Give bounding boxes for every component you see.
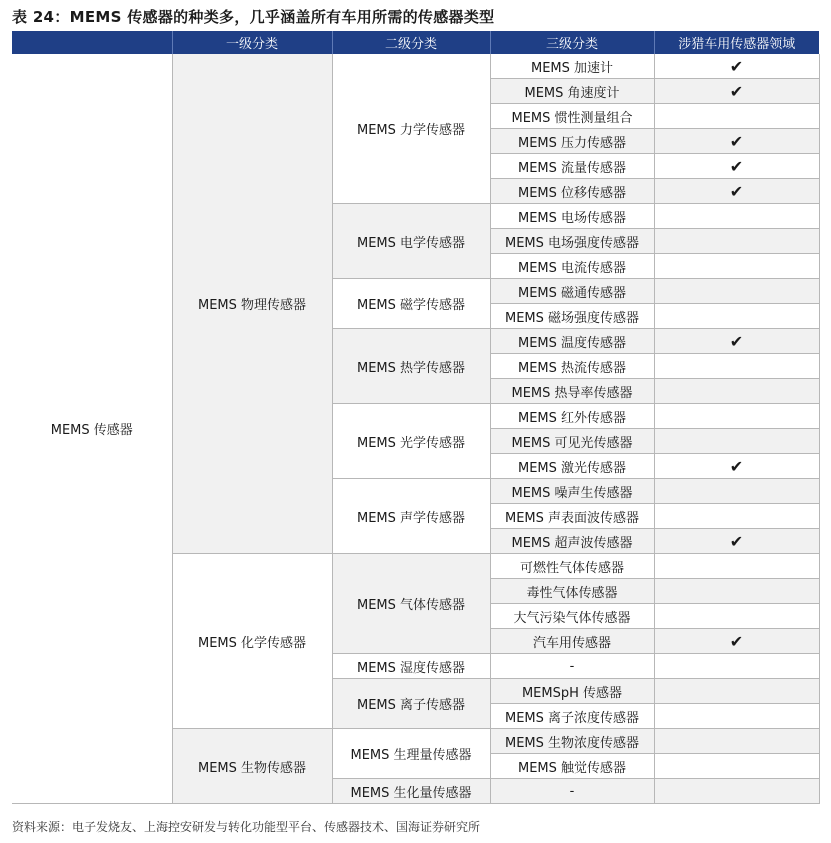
automotive-cell xyxy=(654,354,819,379)
automotive-cell xyxy=(654,654,819,679)
table-title: 表 24：MEMS 传感器的种类多，几乎涵盖所有车用所需的传感器类型 xyxy=(12,8,495,26)
automotive-cell xyxy=(654,604,819,629)
automotive-cell xyxy=(654,254,819,279)
automotive-cell xyxy=(654,779,819,804)
automotive-cell: ✔ xyxy=(654,629,819,654)
automotive-cell xyxy=(654,279,819,304)
level3-cell: MEMS 磁场强度传感器 xyxy=(490,304,654,329)
level2-cell-magnetic: MEMS 磁学传感器 xyxy=(332,279,490,329)
automotive-cell xyxy=(654,579,819,604)
level3-cell: MEMS 流量传感器 xyxy=(490,154,654,179)
level3-cell: MEMS 声表面波传感器 xyxy=(490,504,654,529)
level1-cell-bio: MEMS 生物传感器 xyxy=(172,729,332,804)
table-row xyxy=(12,54,819,79)
level2-cell-physiological: MEMS 生理量传感器 xyxy=(332,729,490,779)
level2-cell-gas: MEMS 气体传感器 xyxy=(332,554,490,654)
header-automotive: 涉猎车用传感器领域 xyxy=(654,31,819,54)
automotive-cell: ✔ xyxy=(654,454,819,479)
header-level1: 一级分类 xyxy=(172,31,332,54)
level3-cell: - xyxy=(490,654,654,679)
header-level3: 三级分类 xyxy=(490,31,654,54)
automotive-cell xyxy=(654,229,819,254)
level3-cell: MEMS 温度传感器 xyxy=(490,329,654,354)
automotive-cell xyxy=(654,204,819,229)
automotive-cell xyxy=(654,754,819,779)
level2-cell-humidity: MEMS 湿度传感器 xyxy=(332,654,490,679)
source-note: 资料来源：电子发烧友、上海控安研发与转化功能型平台、传感器技术、国海证券研究所 xyxy=(12,820,481,834)
automotive-cell: ✔ xyxy=(654,529,819,554)
level3-cell: MEMS 激光传感器 xyxy=(490,454,654,479)
level2-cell-ion: MEMS 离子传感器 xyxy=(332,679,490,729)
header-row xyxy=(12,31,819,54)
level2-cell-acoustic: MEMS 声学传感器 xyxy=(332,479,490,554)
level3-cell: MEMS 电场传感器 xyxy=(490,204,654,229)
level2-cell-electrical: MEMS 电学传感器 xyxy=(332,204,490,279)
automotive-cell: ✔ xyxy=(654,154,819,179)
level3-cell: 毒性气体传感器 xyxy=(490,579,654,604)
automotive-cell xyxy=(654,504,819,529)
automotive-cell xyxy=(654,704,819,729)
level3-cell: MEMS 可见光传感器 xyxy=(490,429,654,454)
automotive-cell xyxy=(654,679,819,704)
level3-cell: - xyxy=(490,779,654,804)
header-blank xyxy=(12,31,172,54)
level3-cell: MEMS 热导率传感器 xyxy=(490,379,654,404)
automotive-cell xyxy=(654,479,819,504)
header-level2: 二级分类 xyxy=(332,31,490,54)
level3-cell: MEMS 红外传感器 xyxy=(490,404,654,429)
level3-cell: MEMS 磁通传感器 xyxy=(490,279,654,304)
level3-cell: MEMS 角速度计 xyxy=(490,79,654,104)
mems-sensor-table xyxy=(12,31,820,804)
level3-cell: MEMS 位移传感器 xyxy=(490,179,654,204)
automotive-cell xyxy=(654,104,819,129)
level3-cell: MEMS 电流传感器 xyxy=(490,254,654,279)
level3-cell: MEMS 噪声生传感器 xyxy=(490,479,654,504)
automotive-cell: ✔ xyxy=(654,179,819,204)
level3-cell: 汽车用传感器 xyxy=(490,629,654,654)
level3-cell: MEMSpH 传感器 xyxy=(490,679,654,704)
automotive-cell xyxy=(654,404,819,429)
automotive-cell: ✔ xyxy=(654,129,819,154)
automotive-cell xyxy=(654,379,819,404)
automotive-cell: ✔ xyxy=(654,54,819,79)
level3-cell: MEMS 压力传感器 xyxy=(490,129,654,154)
automotive-cell xyxy=(654,729,819,754)
level3-cell: 大气污染气体传感器 xyxy=(490,604,654,629)
level2-cell-optical: MEMS 光学传感器 xyxy=(332,404,490,479)
level3-cell: MEMS 离子浓度传感器 xyxy=(490,704,654,729)
automotive-cell: ✔ xyxy=(654,329,819,354)
automotive-cell xyxy=(654,429,819,454)
level3-cell: MEMS 生物浓度传感器 xyxy=(490,729,654,754)
automotive-cell xyxy=(654,554,819,579)
automotive-cell xyxy=(654,304,819,329)
root-cell: MEMS 传感器 xyxy=(12,54,172,804)
level3-cell: MEMS 惯性测量组合 xyxy=(490,104,654,129)
level2-cell-biochemical: MEMS 生化量传感器 xyxy=(332,779,490,804)
level3-cell: MEMS 加速计 xyxy=(490,54,654,79)
level3-cell: MEMS 热流传感器 xyxy=(490,354,654,379)
level2-cell-mechanical: MEMS 力学传感器 xyxy=(332,54,490,204)
automotive-cell: ✔ xyxy=(654,79,819,104)
level1-cell-physical: MEMS 物理传感器 xyxy=(172,54,332,554)
level3-cell: MEMS 电场强度传感器 xyxy=(490,229,654,254)
level3-cell: MEMS 触觉传感器 xyxy=(490,754,654,779)
level3-cell: MEMS 超声波传感器 xyxy=(490,529,654,554)
level1-cell-chemical: MEMS 化学传感器 xyxy=(172,554,332,729)
level3-cell: 可燃性气体传感器 xyxy=(490,554,654,579)
level2-cell-thermal: MEMS 热学传感器 xyxy=(332,329,490,404)
